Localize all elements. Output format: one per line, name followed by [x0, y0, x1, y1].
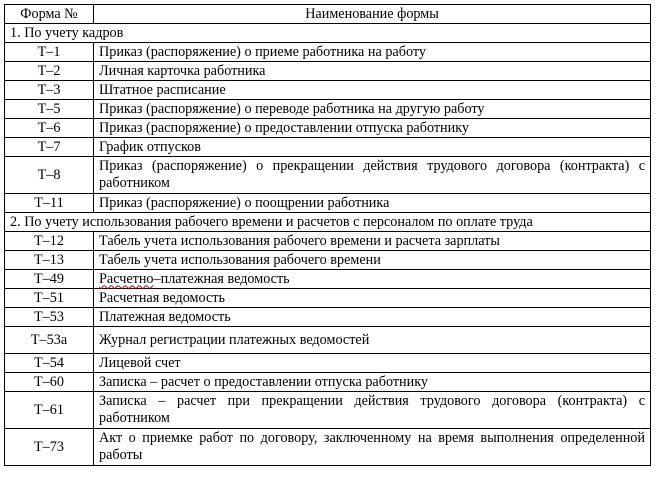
form-name: Штатное расписание: [94, 81, 651, 100]
table-row: [5, 62, 651, 81]
form-name: Табель учета использования рабочего времени и расчета зарплаты: [94, 232, 651, 251]
form-name: Табель учета использования рабочего времени: [94, 251, 651, 270]
header-form-number: Форма №: [5, 5, 94, 24]
form-name: Личная карточка работника: [94, 62, 651, 81]
form-name: Журнал регистрации платежных ведомостей: [94, 327, 651, 354]
table-row: [5, 100, 651, 119]
table-row: [5, 289, 651, 308]
table-row: [5, 119, 651, 138]
section-title: 1. По учету кадров: [5, 24, 651, 43]
table-row: [5, 373, 651, 392]
forms-table-container: [4, 4, 650, 466]
form-name: Приказ (распоряжение) о переводе работника на другую работу: [94, 100, 651, 119]
form-code: Т–49: [5, 270, 94, 289]
form-code: Т–3: [5, 81, 94, 100]
spellcheck-word: Расчетно: [99, 270, 154, 287]
form-name: [94, 270, 651, 289]
form-code: Т–5: [5, 100, 94, 119]
form-code: Т–1: [5, 43, 94, 62]
form-name: Акт о приемке работ по договору, заключенному на время выполнения определенной работы: [94, 429, 651, 466]
table-row: [5, 392, 651, 429]
header-form-name: Наименование формы: [94, 5, 651, 24]
form-name: Расчетная ведомость: [94, 289, 651, 308]
form-name: Приказ (распоряжение) о приеме работника на работу: [94, 43, 651, 62]
section-row-personnel: [5, 24, 651, 43]
form-code: Т–60: [5, 373, 94, 392]
form-code: Т–2: [5, 62, 94, 81]
forms-table: [4, 4, 651, 466]
form-name: Записка – расчет о предоставлении отпуска работнику: [94, 373, 651, 392]
form-name: Записка – расчет при прекращении действия трудового договора (контракта) с работником: [94, 392, 651, 429]
table-row: [5, 138, 651, 157]
form-name: Приказ (распоряжение) о предоставлении отпуска работнику: [94, 119, 651, 138]
table-row: [5, 308, 651, 327]
form-code: Т–13: [5, 251, 94, 270]
table-row: [5, 194, 651, 213]
table-row: [5, 232, 651, 251]
table-row: [5, 251, 651, 270]
table-row: [5, 157, 651, 194]
table-row: [5, 354, 651, 373]
form-code: Т–6: [5, 119, 94, 138]
form-code: Т–7: [5, 138, 94, 157]
table-row: [5, 327, 651, 354]
form-name: Приказ (распоряжение) о поощрении работника: [94, 194, 651, 213]
form-name: Лицевой счет: [94, 354, 651, 373]
table-row: [5, 270, 651, 289]
form-code: Т–11: [5, 194, 94, 213]
form-code: Т–53а: [5, 327, 94, 354]
form-name: Платежная ведомость: [94, 308, 651, 327]
form-code: Т–53: [5, 308, 94, 327]
form-code: Т–51: [5, 289, 94, 308]
table-row: [5, 43, 651, 62]
form-name: Приказ (распоряжение) о прекращении действия трудового договора (контракта) с работником: [94, 157, 651, 194]
form-name-rest: –платежная ведомость: [153, 270, 290, 287]
form-code: Т–8: [5, 157, 94, 194]
form-code: Т–61: [5, 392, 94, 429]
table-header-row: [5, 5, 651, 24]
form-code: Т–12: [5, 232, 94, 251]
table-row: [5, 81, 651, 100]
form-name: График отпусков: [94, 138, 651, 157]
table-row: [5, 429, 651, 466]
form-code: Т–73: [5, 429, 94, 466]
section-row-work-time: [5, 213, 651, 232]
section-title: 2. По учету использования рабочего времени и расчетов с персоналом по оплате труда: [5, 213, 651, 232]
form-code: Т–54: [5, 354, 94, 373]
